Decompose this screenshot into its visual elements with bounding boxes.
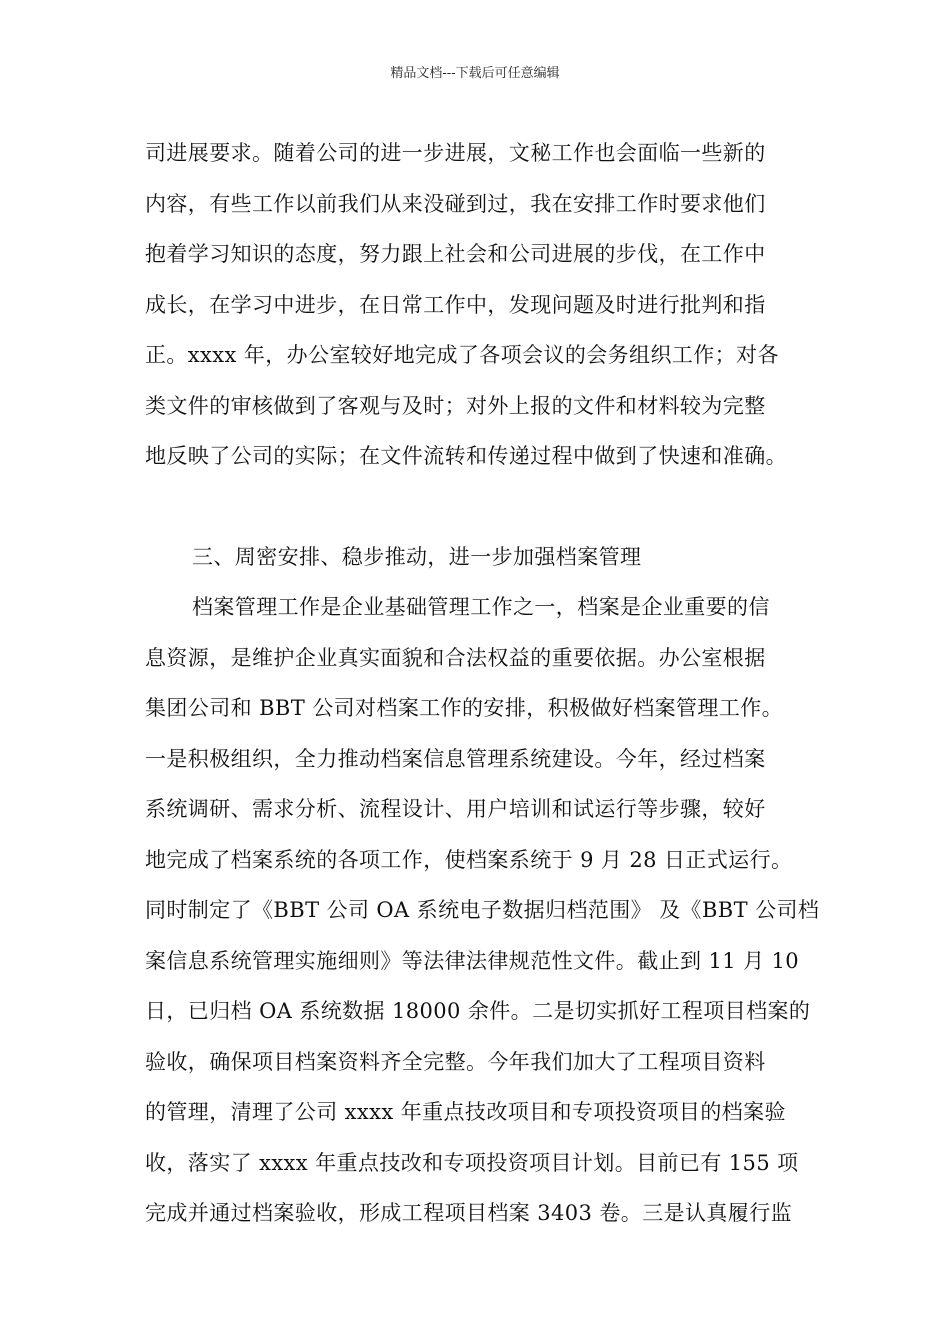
document-body bbox=[145, 128, 825, 1239]
text-line: 收，落实了 xxxx 年重点技改和专项投资项目计划。目前已有 155 项 bbox=[145, 1150, 799, 1175]
text-line: 地反映了公司的实际；在文件流转和传递过程中做到了快速和准确。 bbox=[145, 444, 787, 468]
text-line: 息资源，是维护企业真实面貌和合法权益的重要依据。办公室根据 bbox=[145, 645, 766, 670]
text-line: 的管理，清理了公司 xxxx 年重点技改项目和专项投资项目的档案验 bbox=[145, 1100, 786, 1124]
text-line: 档案管理工作是企业基础管理工作之一，档案是企业重要的信 bbox=[192, 595, 770, 619]
text-line: 日，已归档 OA 系统数据 18000 余件。二是切实抓好工程项目档案的 bbox=[145, 999, 811, 1023]
text-line: 一是积极组织，全力推动档案信息管理系统建设。今年，经过档案 bbox=[145, 746, 766, 771]
text-line: 完成并通过档案验收，形成工程项目档案 3403 卷。三是认真履行监 bbox=[145, 1201, 792, 1225]
text-line: 类文件的审核做到了客观与及时；对外上报的文件和材料较为完整 bbox=[145, 393, 766, 418]
text-line: 抱着学习知识的态度，努力跟上社会和公司进展的步伐，在工作中 bbox=[145, 242, 766, 266]
text-line: 成长，在学习中进步，在日常工作中，发现问题及时进行批判和指 bbox=[145, 292, 766, 317]
paragraph-office-work bbox=[145, 128, 825, 482]
text-line: 内容，有些工作以前我们从来没碰到过，我在安排工作时要求他们 bbox=[145, 191, 766, 216]
text-line: 案信息系统管理实施细则》等法律法律规范性文件。截止到 11 月 10 bbox=[145, 948, 800, 973]
text-line: 司进展要求。随着公司的进一步进展，文秘工作也会面临一些新的 bbox=[145, 141, 766, 165]
text-line: 正。xxxx 年，办公室较好地完成了各项会议的会务组织工作；对各 bbox=[145, 343, 779, 367]
text-line: 地完成了档案系统的各项工作，使档案系统于 9 月 28 日正式运行。 bbox=[145, 847, 793, 872]
text-line: 同时制定了《BBT 公司 OA 系统电子数据归档范围》 及《BBT 公司档 bbox=[145, 898, 820, 922]
text-line: 验收，确保项目档案资料齐全完整。今年我们加大了工程项目资料 bbox=[145, 1049, 766, 1074]
text-line: 集团公司和 BBT 公司对档案工作的安排，积极做好档案管理工作。 bbox=[145, 696, 784, 720]
page-header: 精品文档---下载后可任意编辑 bbox=[390, 66, 560, 81]
paragraph-archive-management bbox=[145, 582, 825, 1239]
paragraph-spacer bbox=[145, 482, 825, 532]
section-heading: 三、周密安排、稳步推动，进一步加强档案管理 bbox=[192, 544, 642, 569]
text-line: 系统调研、需求分析、流程设计、用户培训和试运行等步骤，较好 bbox=[145, 797, 766, 821]
